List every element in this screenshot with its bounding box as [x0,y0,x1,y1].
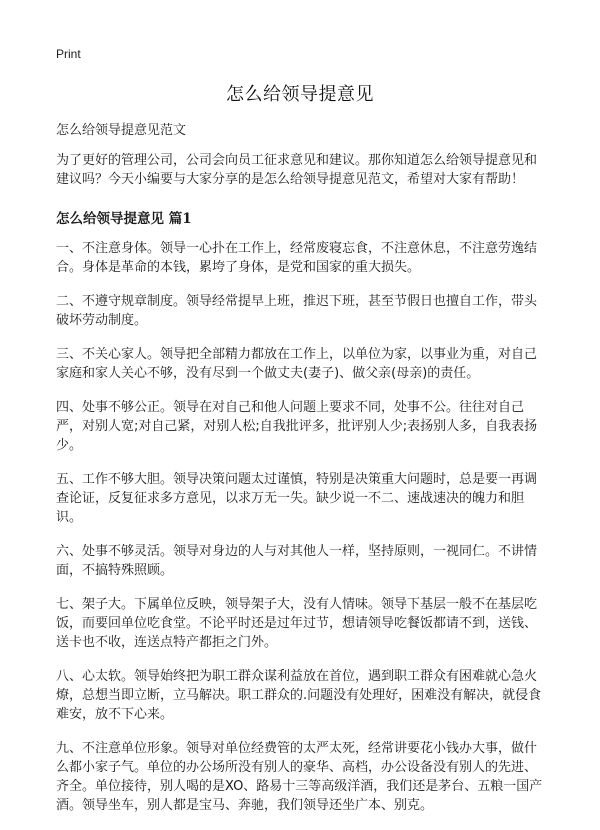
document-subtitle: 怎么给领导提意见范文 [56,123,187,138]
paragraph-6: 六、处事不够灵活。领导对身边的人与对其他人一样，坚持原则，一视同仁。不讲情面，不搞特殊照顾。 [56,544,538,578]
paragraph-9: 九、不注意单位形象。领导对单位经费管的太严太死，经常讲要花小钱办大事，做什么都小家子气。单位的办公场所没有别人的豪华、高档，办公设备没有别人的先进、齐全。单位接待，别人喝的是XO、路易十三等高级洋酒，我们还是茅台、五粮一国产酒。领导坐车，别人都是宝马、奔驰，我们领导还坐广本、别克。 [56,741,543,813]
paragraph-8: 八、心太软。领导始终把为职工群众谋利益放在首位，遇到职工群众有困难就心急火燎，总想当即立断，立马解决。职工群众的.问题没有处理好，困难没有解决，就侵食难安，放不下心来。 [56,669,542,722]
paragraph-3: 三、不关心家人。领导把全部精力都放在工作上，以单位为家，以事业为重，对自己家庭和家人关心不够，没有尽到一个做丈夫(妻子)、做父亲(母亲)的责任。 [56,347,538,381]
print-label[interactable]: Print [56,47,81,61]
paragraph-4: 四、处事不够公正。领导在对自己和他人问题上要求不同，处事不公。往往对自己严，对别人宽;对自己紧，对别人松;自我批评多，批评别人少;表扬别人多，自我表扬少。 [56,400,538,453]
paragraph-1: 一、不注意身体。领导一心扑在工作上，经常废寝忘食，不注意休息，不注意劳逸结合。身体是革命的本钱，累垮了身体，是党和国家的重大损失。 [56,241,538,275]
paragraph-7: 七、架子大。下属单位反映，领导架子大，没有人情味。领导下基层一般不在基层吃饭，而要回单位吃食堂。不论平时还是过年过节，想请领导吃餐饭都请不到，送钱、送卡也不收，连送点特产都拒之门外。 [56,597,538,650]
section-heading: 怎么给领导提意见 篇1 [56,211,192,227]
document-content [56,121,548,830]
paragraph-2: 二、不遵守规章制度。领导经常提早上班，推迟下班，甚至节假日也擅自工作，带头破坏劳动制度。 [56,294,538,328]
page-title: 怎么给领导提意见 [226,84,374,105]
intro-paragraph: 为了更好的管理公司，公司会向员工征求意见和建议。那你知道怎么给领导提意见和建议吗？今天小编要与大家分享的是怎么给领导提意见范文，希望对大家有帮助！ [56,153,538,187]
paragraph-5: 五、工作不够大胆。领导决策问题太过谨慎，特别是决策重大问题时，总是要一再调查论证，反复征求多方意见，以求万无一失。缺少说一不二、速战速决的魄力和胆识。 [56,472,538,525]
